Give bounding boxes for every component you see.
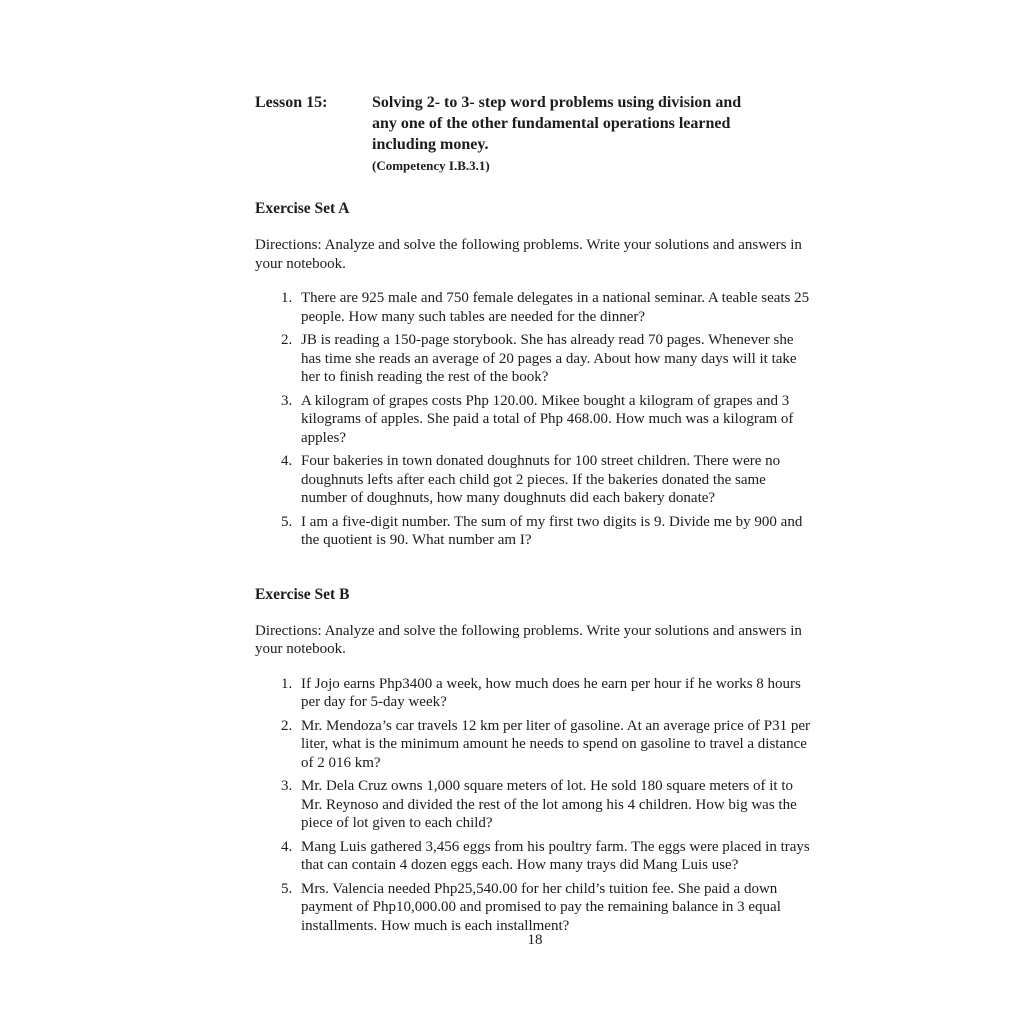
problem-item — [255, 289, 815, 326]
problem-text: JB is reading a 150-page storybook. She has already read 70 pages. Whenever she has time she reads an average of 20 pages a day. About how many days will it take her to finish reading the rest of the book? — [301, 332, 797, 385]
problem-number: 5. — [281, 513, 293, 530]
problem-item — [255, 717, 815, 773]
lesson-title-line: Solving 2- to 3- step word problems using division and — [372, 94, 742, 111]
problem-item — [255, 838, 815, 875]
exercise-set-b — [255, 586, 815, 936]
lesson-title-block — [372, 92, 815, 174]
lesson-header — [255, 92, 815, 174]
problem-item — [255, 331, 815, 387]
problem-text: Mr. Mendoza’s car travels 12 km per liter of gasoline. At an average price of P31 per liter, what is the minimum amount he needs to spend on gasoline to travel a distance of 2 016 km? — [301, 717, 810, 771]
section-heading-a: Exercise Set A — [255, 200, 350, 217]
page-content — [255, 92, 815, 940]
lesson-number-label: Lesson 15: — [255, 94, 328, 111]
problem-number: 4. — [281, 453, 293, 469]
problem-item — [255, 513, 815, 550]
directions-b: Directions: Analyze and solve the following problems. Write your solutions and answers in your notebook. — [255, 622, 802, 657]
problem-list-a — [255, 289, 815, 550]
problem-text: I am a five-digit number. The sum of my first two digits is 9. Divide me by 900 and the quotient is 90. What number am I? — [301, 513, 803, 548]
directions-a: Directions: Analyze and solve the following problems. Write your solutions and answers in your notebook. — [255, 237, 802, 272]
problem-text: Mang Luis gathered 3,456 eggs from his poultry farm. The eggs were placed in trays that can contain 4 dozen eggs each. How many trays did Mang Luis use? — [301, 838, 810, 873]
problem-item — [255, 777, 815, 833]
problem-text: There are 925 male and 750 female delegates in a national seminar. A teable seats 25 people. How many such tables are needed for the dinner? — [301, 290, 810, 325]
section-heading-b: Exercise Set B — [255, 585, 350, 603]
lesson-title-line: any one of the other fundamental operations learned — [372, 115, 731, 132]
problem-text: Four bakeries in town donated doughnuts for 100 street children. There were no doughnuts lefts after each child got 2 pieces. If the bakeries donated the same number of doughnuts, how many doughnuts did each bakery donate? — [301, 453, 781, 506]
problem-text: Mrs. Valencia needed Php25,540.00 for her child’s tuition fee. She paid a down payment of Php10,000.00 and promised to pay the remaining balance in 3 equal installments. How much is each installment? — [301, 880, 781, 934]
problem-text: If Jojo earns Php3400 a week, how much does he earn per hour if he works 8 hours per day for 5-day week? — [301, 675, 801, 710]
problem-item — [255, 675, 815, 712]
problem-number: 1. — [281, 675, 293, 692]
exercise-set-a — [255, 200, 815, 550]
problem-item — [255, 880, 815, 936]
page-number: 18 — [527, 932, 543, 948]
problem-item — [255, 452, 815, 508]
problem-number: 3. — [281, 778, 293, 794]
problem-list-b — [255, 675, 815, 936]
problem-number: 5. — [281, 880, 293, 897]
problem-number: 3. — [281, 392, 293, 409]
problem-number: 2. — [281, 332, 293, 348]
problem-number: 4. — [281, 838, 293, 855]
problem-text: A kilogram of grapes costs Php 120.00. Mikee bought a kilogram of grapes and 3 kilograms of apples. She paid a total of Php 468.00. How much was a kilogram of apples? — [301, 392, 794, 446]
lesson-competency: (Competency I.B.3.1) — [372, 158, 490, 173]
problem-item — [255, 392, 815, 448]
lesson-title-line: including money. — [372, 136, 489, 153]
problem-number: 1. — [281, 290, 293, 306]
problem-text: Mr. Dela Cruz owns 1,000 square meters of lot. He sold 180 square meters of it to Mr. Reynoso and divided the rest of the lot among his 4 children. How big was the piece of lot given to each child? — [301, 778, 797, 831]
problem-number: 2. — [281, 717, 293, 734]
